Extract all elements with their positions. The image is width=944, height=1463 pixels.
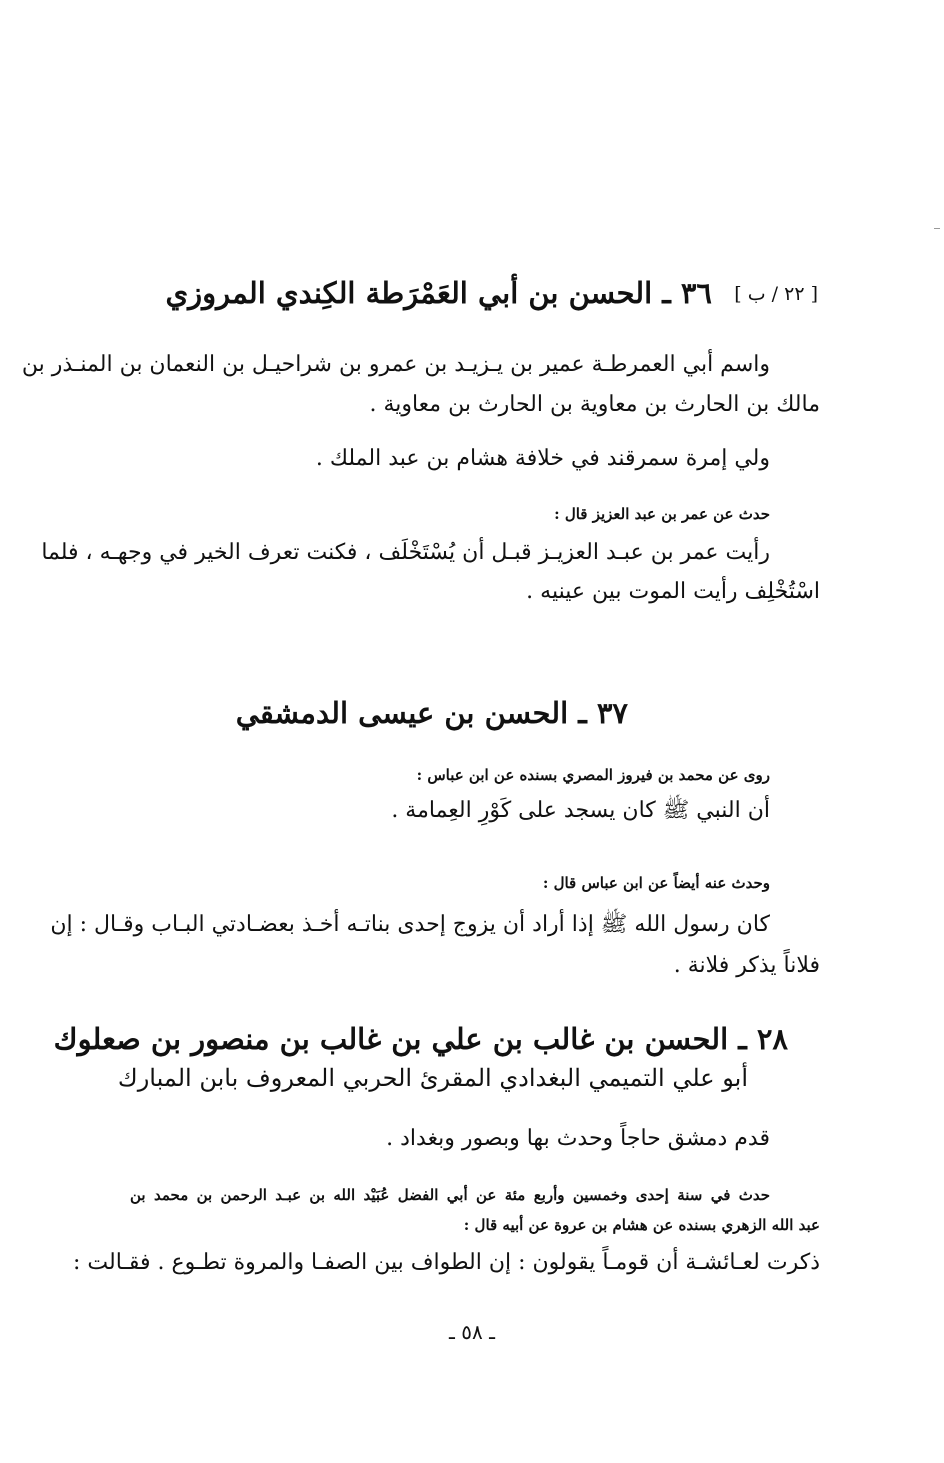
folio-reference: [ ٢٢ / ب ] xyxy=(734,283,818,305)
entry-38-isnad-line-2: عبد الله الزهري بسنده عن هشام بن عروة عن أبيه قال : xyxy=(463,1216,820,1234)
entry-38-narration-line-1: ذكرت لعـائشـة أن قومـاً يقولون : إن الطواف بين الصفـا والمروة تطـوع . فقـالت : xyxy=(73,1250,820,1275)
entry-37-heading: ٣٧ ـ الحسن بن عيسى الدمشقي xyxy=(235,696,628,730)
entry-38-subtitle: أبو علي التميمي البغدادي المقرئ الحربي المعروف بابن المبارك xyxy=(117,1064,748,1092)
entry-37-narration-2-line-1: كان رسول الله ﷺ إذا أراد أن يزوج إحدى بناتـه أخـذ بعضـادتي البـاب وقـال : إن xyxy=(50,912,770,937)
entry-36-isnad: حدث عن عمر بن عبد العزيز قال : xyxy=(554,505,770,523)
entry-37-isnad-2: وحدث عنه أيضاً عن ابن عباس قال : xyxy=(542,874,770,892)
entry-38-heading: ٢٨ ـ الحسن بن غالب بن علي بن غالب بن منصور بن صعلوك xyxy=(53,1022,788,1056)
page-number: ـ ٥٨ ـ xyxy=(449,1320,495,1344)
entry-37-isnad-1: روى عن محمد بن فيروز المصري بسنده عن ابن عباس : xyxy=(416,766,770,784)
margin-mark xyxy=(934,228,940,229)
entry-36-text-line-1: واسم أبي العمرطـة عمير بن يـزيـد بن عمرو بن شراحيـل بن النعمان بن المنـذر بن xyxy=(21,352,770,377)
entry-36-narration-line-1: رأيت عمر بن عبـد العزيـز قبـل أن يُسْتَخْلَف ، فكنت تعرف الخير في وجهـه ، فلما xyxy=(41,540,770,565)
entry-37-narration-1: أن النبي ﷺ كان يسجد على كَوْرِ العِمامة . xyxy=(391,798,770,823)
entry-38-text-line-1: قدم دمشق حاجاً وحدث بها وبصور وبغداد . xyxy=(386,1126,770,1151)
entry-36-heading: ٣٦ ـ الحسن بن أبي العَمْرَطة الكِندي المروزي xyxy=(165,276,712,310)
entry-37-narration-2-line-2: فلاناً يذكر فلانة . xyxy=(673,953,820,978)
entry-36-narration-line-2: اسْتُخْلِف رأيت الموت بين عينيه . xyxy=(526,579,820,604)
entry-36-text-line-2: مالك بن الحارث بن معاوية بن الحارث بن معاوية . xyxy=(369,392,820,417)
entry-38-isnad-line-1: حدث في سنة إحدى وخمسين وأربع مئة عن أبي الفضل عُبَيْد الله بن عبـد الرحمن بن محمد بن xyxy=(130,1186,770,1204)
entry-36-text-line-3: ولي إمرة سمرقند في خلافة هشام بن عبد الملك . xyxy=(315,446,770,471)
